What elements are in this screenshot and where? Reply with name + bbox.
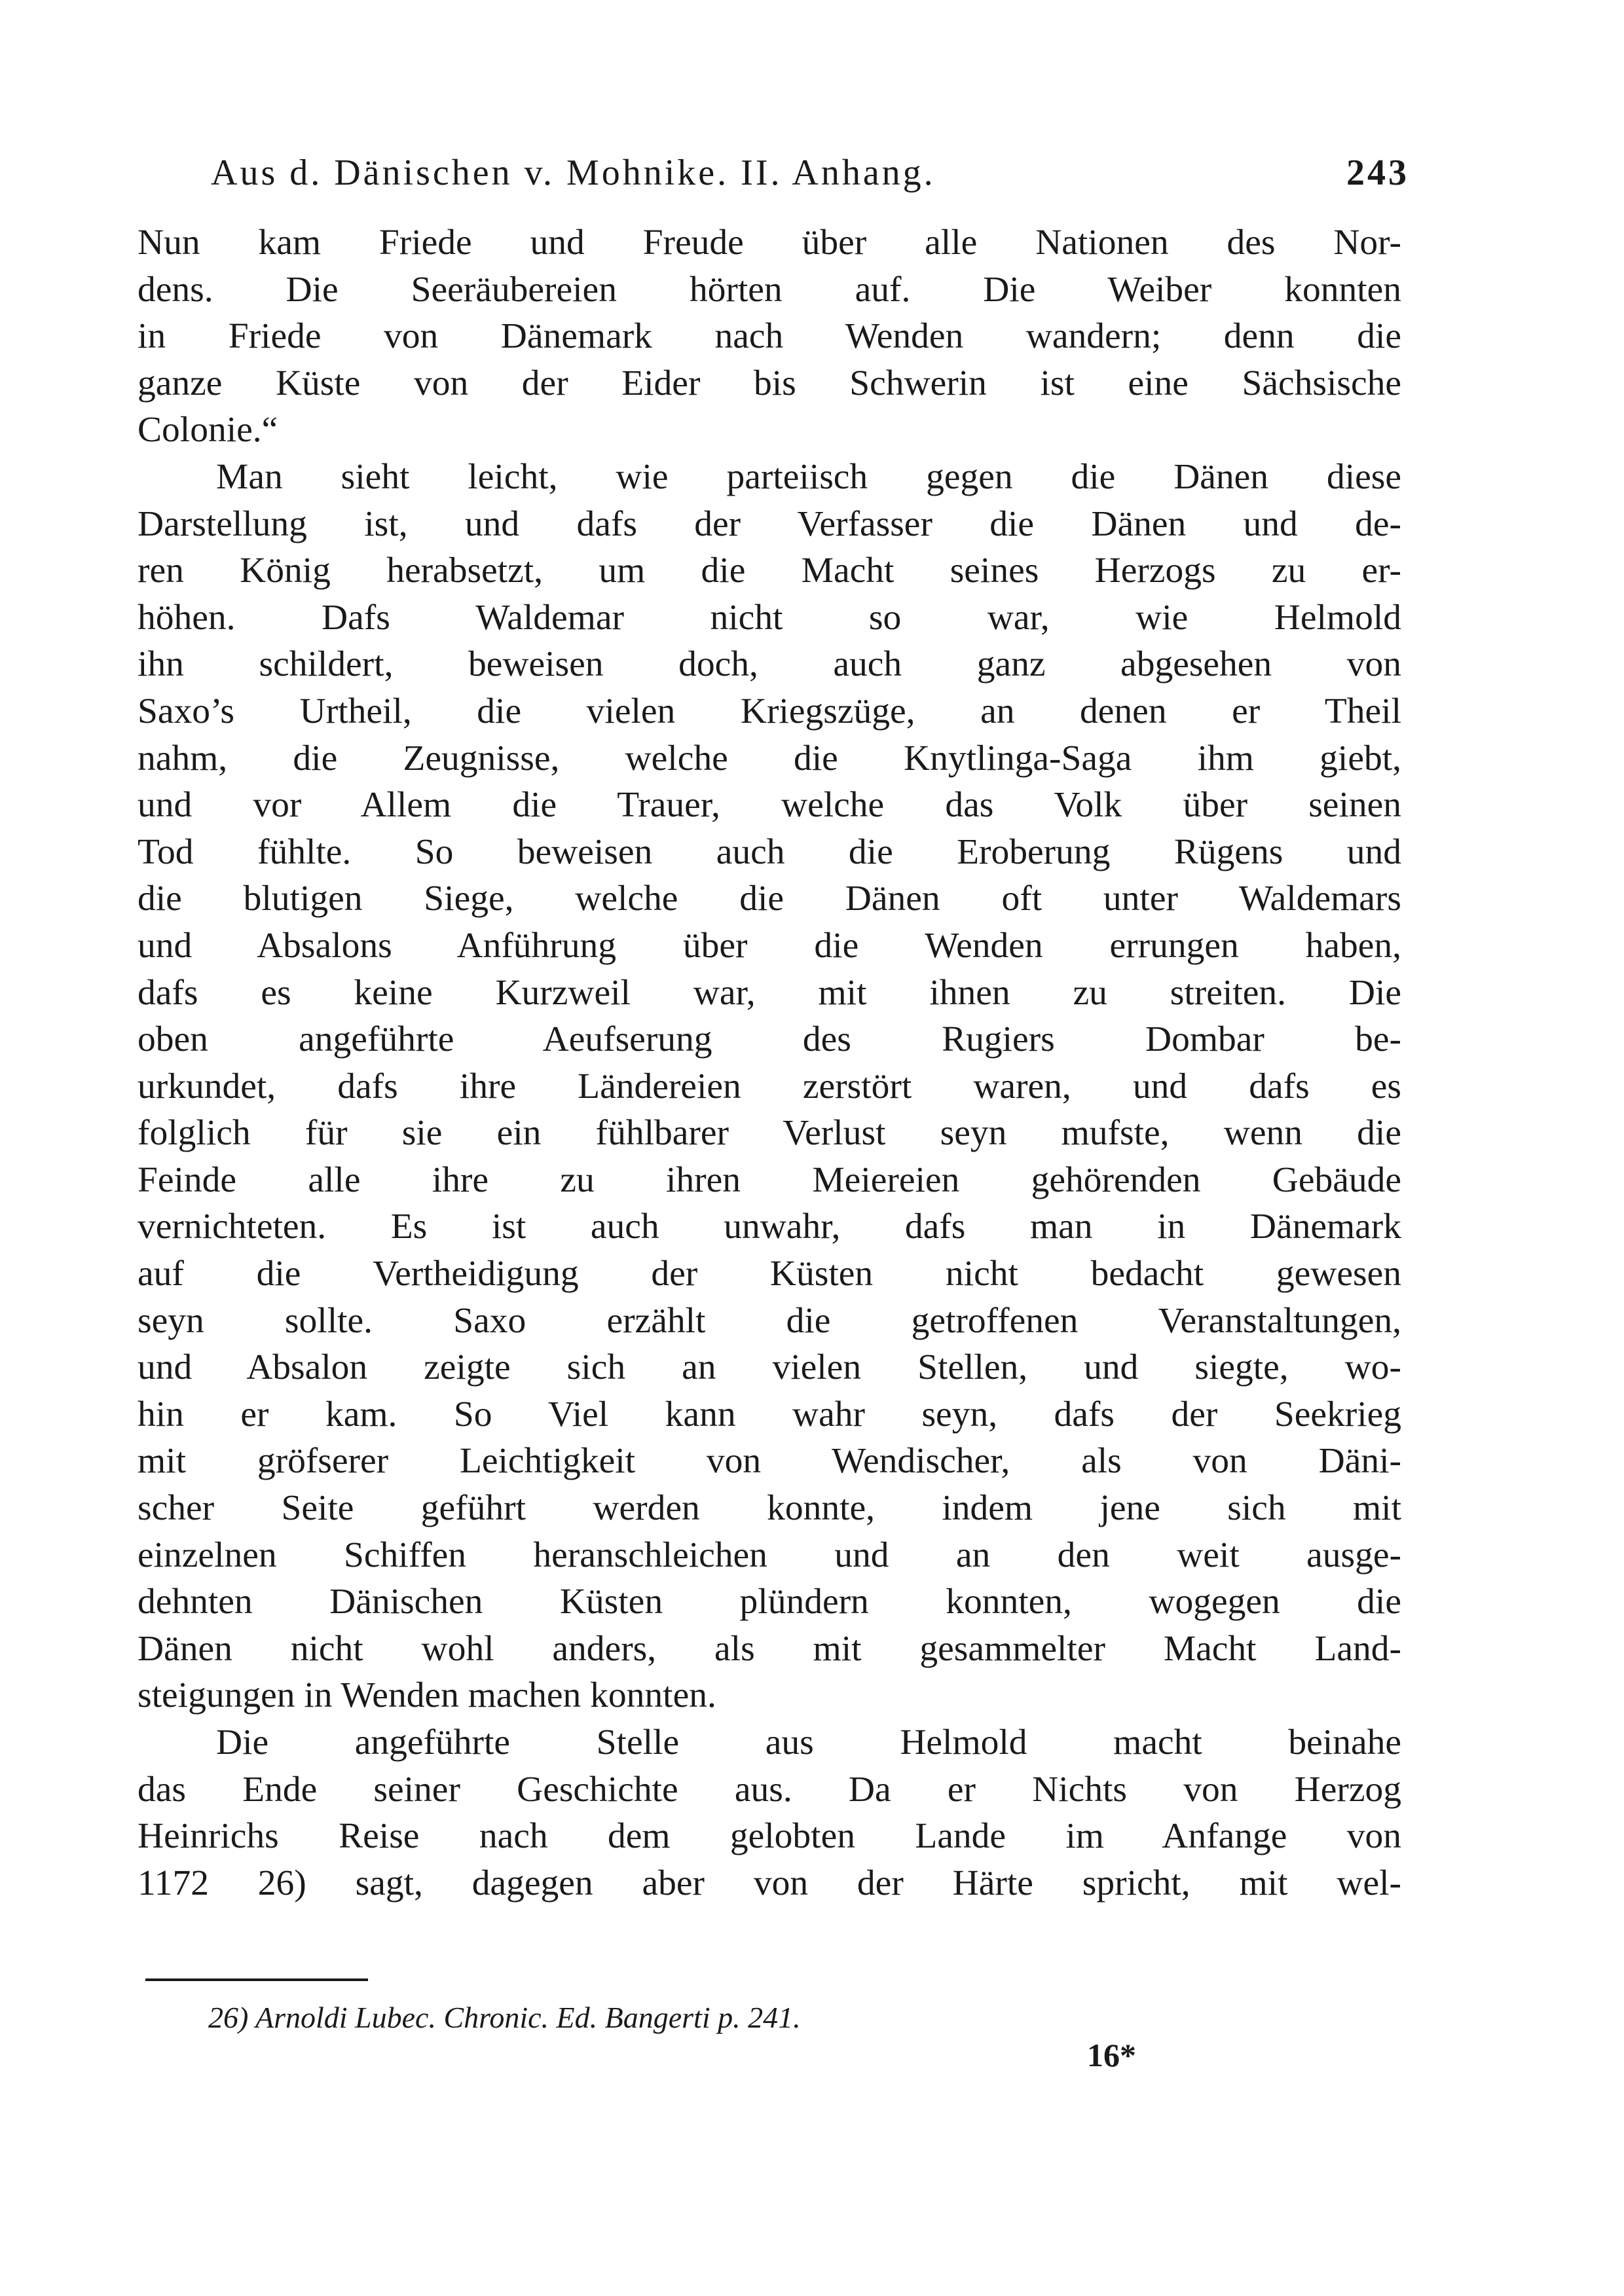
text-line: mit gröfserer Leichtigkeit von Wendischer, als von Däni- — [138, 1441, 1401, 1482]
text-line: dehnten Dänischen Küsten plündern konnten, wogegen die — [138, 1582, 1401, 1622]
text-line: Tod fühlte. So beweisen auch die Eroberung Rügens und — [138, 831, 1401, 872]
text-line: die blutigen Siege, welche die Dänen oft unter Waldemars — [138, 879, 1401, 919]
text-line: hin er kam. So Viel kann wahr seyn, dafs der Seekrieg — [138, 1394, 1401, 1434]
text-line: ren König herabsetzt, um die Macht seines Herzogs zu er- — [138, 551, 1401, 591]
text-line: ganze Küste von der Eider bis Schwerin ist eine Sächsische — [138, 363, 1401, 403]
signature-mark: 16* — [1087, 2037, 1136, 2073]
text-line: und vor Allem die Trauer, welche das Volk über seinen — [138, 785, 1401, 826]
text-line: dafs es keine Kurzweil war, mit ihnen zu streiten. Die — [138, 972, 1401, 1013]
text-line: Feinde alle ihre zu ihren Meiereien gehörenden Gebäude — [138, 1159, 1401, 1200]
text-line: Colonie.“ — [138, 410, 278, 450]
text-line: höhen. Dafs Waldemar nicht so war, wie Helmold — [138, 597, 1401, 638]
text-line: dens. Die Seeräubereien hörten auf. Die Weiber konnten — [138, 269, 1401, 310]
text-line: nahm, die Zeugnisse, welche die Knytlinga-Saga ihm giebt, — [138, 738, 1401, 778]
text-line: steigungen in Wenden machen konnten. — [138, 1675, 716, 1716]
text-line: Nun kam Friede und Freude über alle Nationen des Nor- — [138, 223, 1401, 263]
footnote: 26) Arnoldi Lubec. Chronic. Ed. Bangerti p. 241. — [208, 2001, 801, 2034]
text-line: auf die Vertheidigung der Küsten nicht bedacht gewesen — [138, 1254, 1401, 1294]
text-line: Dänen nicht wohl anders, als mit gesammelter Macht Land- — [138, 1628, 1401, 1669]
text-line: ihn schildert, beweisen doch, auch ganz abgesehen von — [138, 644, 1401, 685]
running-header — [211, 152, 1409, 204]
text-line: Darstellung ist, und dafs der Verfasser die Dänen und de- — [138, 503, 1401, 544]
text-line: seyn sollte. Saxo erzählt die getroffenen Veranstaltungen, — [138, 1300, 1401, 1341]
text-line: und Absalon zeigte sich an vielen Stellen, und siegte, wo- — [138, 1347, 1401, 1388]
text-line: folglich für sie ein fühlbarer Verlust seyn mufste, wenn die — [138, 1113, 1401, 1154]
running-title: Aus d. Dänischen v. Mohnike. II. Anhang. — [211, 153, 936, 193]
footnote-divider — [145, 1978, 368, 1981]
text-line: vernichteten. Es ist auch unwahr, dafs man in Dänemark — [138, 1207, 1401, 1247]
text-line: Heinrichs Reise nach dem gelobten Lande im Anfange von — [138, 1816, 1401, 1857]
text-line: das Ende seiner Geschichte aus. Da er Nichts von Herzog — [138, 1769, 1401, 1810]
text-line: scher Seite geführt werden konnte, indem jene sich mit — [138, 1488, 1401, 1529]
text-line: einzelnen Schiffen heranschleichen und an den weit ausge- — [138, 1535, 1401, 1575]
text-line: und Absalons Anführung über die Wenden errungen haben, — [138, 925, 1401, 966]
page-number: 243 — [1346, 153, 1409, 193]
text-line: urkundet, dafs ihre Ländereien zerstört waren, und dafs es — [138, 1066, 1401, 1106]
text-line: 1172 26) sagt, dagegen aber von der Härte spricht, mit wel- — [138, 1863, 1401, 1903]
main-text — [138, 219, 1401, 1906]
text-line: Saxo’s Urtheil, die vielen Kriegszüge, an denen er Theil — [138, 691, 1401, 731]
text-line: Man sieht leicht, wie parteiisch gegen die Dänen diese — [216, 456, 1401, 497]
text-line: oben angeführte Aeufserung des Rugiers Dombar be- — [138, 1019, 1401, 1060]
text-line: in Friede von Dänemark nach Wenden wandern; denn die — [138, 316, 1401, 357]
text-line: Die angeführte Stelle aus Helmold macht beinahe — [216, 1722, 1401, 1762]
